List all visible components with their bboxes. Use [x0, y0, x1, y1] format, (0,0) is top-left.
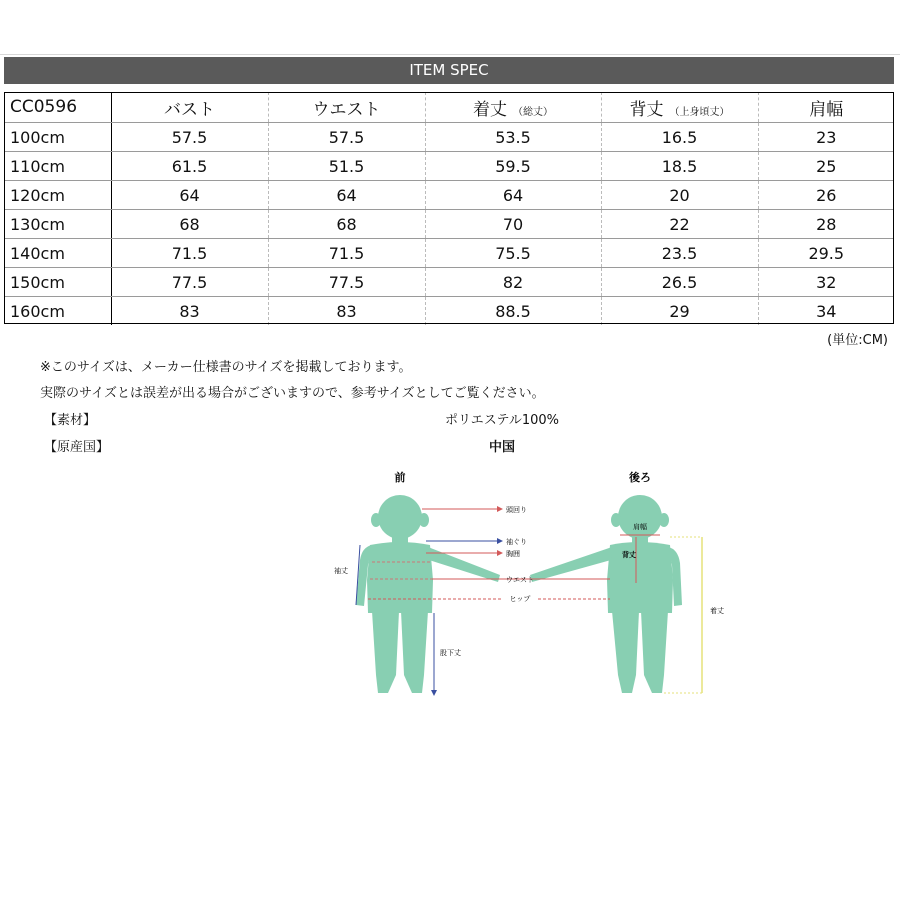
column-header: 着丈 （総丈）	[425, 92, 601, 123]
table-cell: 75.5	[425, 239, 601, 268]
table-cell: 32	[758, 268, 894, 297]
size-cell: 100cm	[4, 123, 111, 152]
size-cell: 110cm	[4, 152, 111, 181]
size-cell: 130cm	[4, 210, 111, 239]
table-cell: 68	[268, 210, 425, 239]
front-figure	[356, 495, 500, 693]
table-cell: 59.5	[425, 152, 601, 181]
table-cell: 25	[758, 152, 894, 181]
size-cell: 160cm	[4, 297, 111, 326]
column-header: バスト	[111, 92, 268, 123]
table-cell: 64	[425, 181, 601, 210]
table-cell: 29.5	[758, 239, 894, 268]
table-row	[4, 181, 894, 210]
size-table	[4, 92, 894, 325]
shoulder-label: 肩幅	[633, 523, 647, 531]
table-row	[4, 297, 894, 326]
column-header: CC0596	[4, 92, 111, 123]
column-header: 背丈 （上身頃丈）	[601, 92, 758, 123]
column-header: ウエスト	[268, 92, 425, 123]
table-cell: 26.5	[601, 268, 758, 297]
material-value: ポリエステル100%	[445, 413, 559, 428]
table-cell: 26	[758, 181, 894, 210]
head-label: 頭回り	[506, 506, 527, 514]
top-rule	[0, 54, 900, 55]
total-length-label: 着丈	[710, 607, 724, 615]
unit-label: (単位:CM)	[827, 333, 888, 348]
table-cell: 71.5	[111, 239, 268, 268]
inseam-label: 股下丈	[440, 649, 461, 657]
sleeve-label: 袖丈	[334, 567, 348, 575]
size-cell: 150cm	[4, 268, 111, 297]
back-length-label: 背丈	[622, 551, 636, 559]
column-note: （総丈）	[513, 106, 553, 118]
table-cell: 22	[601, 210, 758, 239]
table-row	[4, 268, 894, 297]
table-cell: 61.5	[111, 152, 268, 181]
table-cell: 18.5	[601, 152, 758, 181]
origin-label: 【原産国】	[44, 440, 110, 455]
size-diagram	[330, 465, 740, 705]
column-header: 肩幅	[758, 92, 894, 123]
armhole-label: 袖ぐり	[506, 538, 527, 546]
table-cell: 20	[601, 181, 758, 210]
note-line-1: ※このサイズは、メーカー仕様書のサイズを掲載しております。	[40, 360, 412, 375]
size-cell: 140cm	[4, 239, 111, 268]
table-cell: 83	[268, 297, 425, 326]
table-row	[4, 123, 894, 152]
table-row	[4, 152, 894, 181]
table-cell: 77.5	[268, 268, 425, 297]
item-spec-header: ITEM SPEC	[4, 57, 894, 84]
table-cell: 82	[425, 268, 601, 297]
table-cell: 64	[268, 181, 425, 210]
table-cell: 57.5	[111, 123, 268, 152]
size-cell: 120cm	[4, 181, 111, 210]
hip-label: ヒップ	[509, 595, 531, 603]
note-line-2: 実際のサイズとは誤差が出る場合がございますので、参考サイズとしてご覧ください。	[40, 386, 545, 401]
table-cell: 23.5	[601, 239, 758, 268]
table-cell: 64	[111, 181, 268, 210]
front-label: 前	[394, 471, 406, 484]
table-cell: 88.5	[425, 297, 601, 326]
chest-label: 胸囲	[506, 550, 520, 558]
table-cell: 28	[758, 210, 894, 239]
waist-label: ウエスト	[506, 576, 534, 584]
column-note: （上身頃丈）	[669, 106, 730, 118]
table-header-row	[4, 92, 894, 123]
table-cell: 77.5	[111, 268, 268, 297]
table-row	[4, 210, 894, 239]
table-cell: 57.5	[268, 123, 425, 152]
table-cell: 29	[601, 297, 758, 326]
table-cell: 70	[425, 210, 601, 239]
table-cell: 71.5	[268, 239, 425, 268]
table-row	[4, 239, 894, 268]
table-cell: 53.5	[425, 123, 601, 152]
table-cell: 68	[111, 210, 268, 239]
back-figure	[530, 495, 682, 693]
back-label: 後ろ	[629, 471, 651, 484]
origin-value: 中国	[488, 440, 515, 455]
table-cell: 34	[816, 301, 837, 321]
table-cell: 23	[758, 123, 894, 152]
table-cell: 51.5	[268, 152, 425, 181]
material-label: 【素材】	[44, 413, 97, 428]
table-cell: 16.5	[601, 123, 758, 152]
table-cell: 83	[111, 297, 268, 326]
